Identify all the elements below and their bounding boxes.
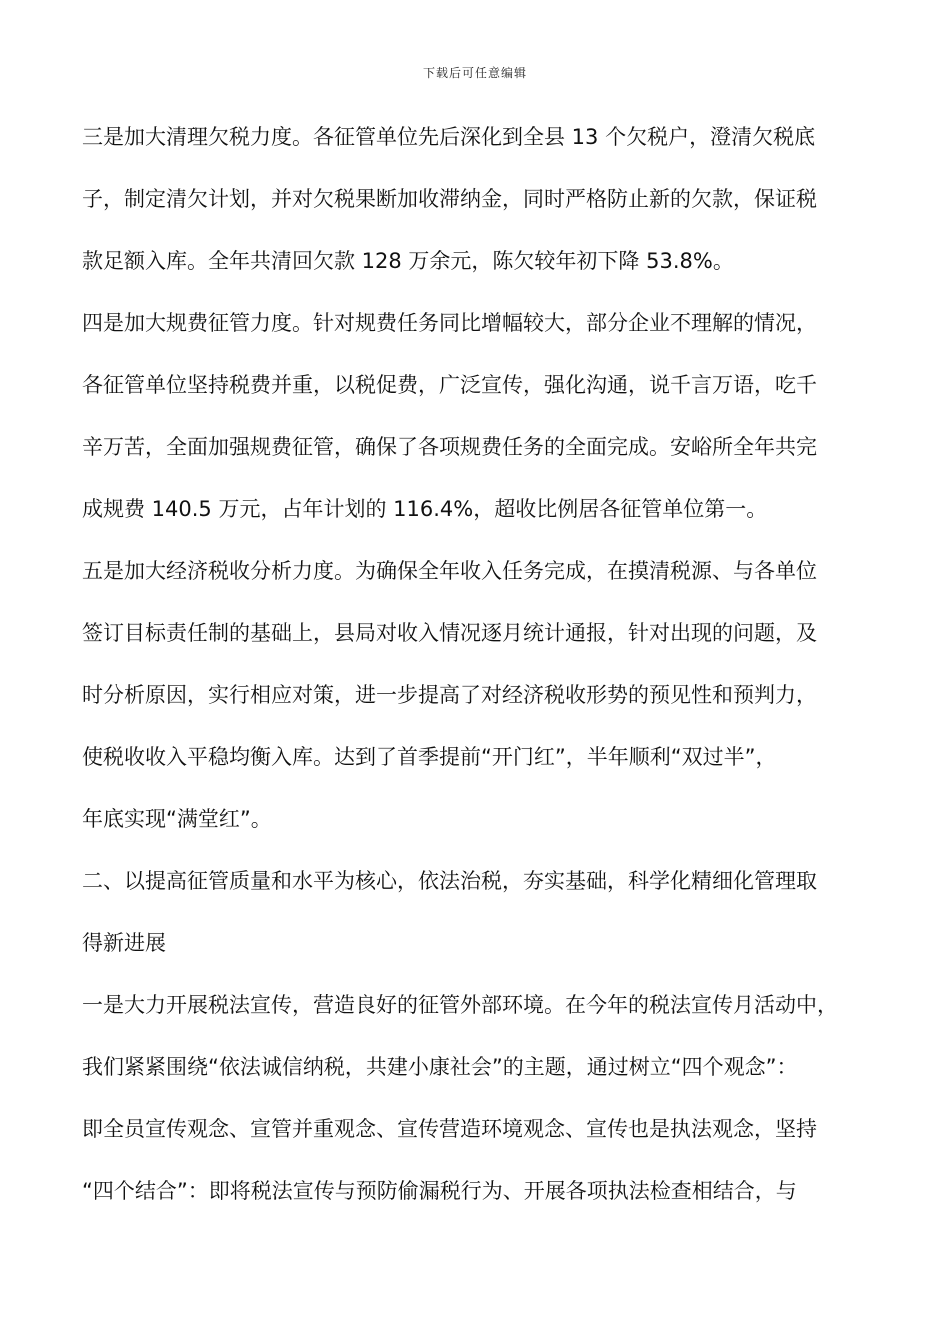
text-line: 即全员宣传观念、宣管并重观念、宣传营造环境观念、宣传也是执法观念，坚持 — [82, 1117, 817, 1141]
text-line: 时分析原因，实行相应对策，进一步提高了对经济税收形势的预见性和预判力， — [82, 683, 817, 707]
text-line: 子，制定清欠计划，并对欠税果断加收滞纳金，同时严格防止新的欠款，保证税 — [82, 187, 817, 211]
text-line: 成规费 140.5 万元，占年计划的 116.4%，超收比例居各征管单位第一。 — [82, 497, 768, 521]
text-line: 三是加大清理欠税力度。各征管单位先后深化到全县 13 个欠税户，澄清欠税底 — [82, 125, 816, 149]
text-line: 我们紧紧围绕“依法诚信纳税，共建小康社会”的主题，通过树立“四个观念”： — [82, 1055, 798, 1079]
document-body — [82, 113, 882, 1229]
page-header: 下载后可任意编辑 — [422, 66, 527, 80]
text-line: 五是加大经济税收分析力度。为确保全年收入任务完成，在摸清税源、与各单位 — [82, 559, 817, 583]
text-line: “四个结合”：即将税法宣传与预防偷漏税行为、开展各项执法检查相结合，与 — [82, 1179, 797, 1203]
text-line: 使税收收入平稳均衡入库。达到了首季提前“开门红”，半年顺利“双过半”， — [82, 745, 777, 769]
section-heading: 二、以提高征管质量和水平为核心，依法治税，夯实基础，科学化精细化管理取 — [82, 869, 817, 893]
text-line: 签订目标责任制的基础上，县局对收入情况逐月统计通报，针对出现的问题，及 — [82, 621, 817, 645]
text-line: 款足额入库。全年共清回欠款 128 万余元，陈欠较年初下降 53.8%。 — [82, 249, 734, 273]
text-line: 年底实现“满堂红”。 — [82, 807, 272, 831]
text-line: 一是大力开展税法宣传，营造良好的征管外部环境。在今年的税法宣传月活动中， — [82, 993, 838, 1017]
text-line: 各征管单位坚持税费并重，以税促费，广泛宣传，强化沟通，说千言万语，吃千 — [82, 373, 817, 397]
section-heading-continued: 得新进展 — [82, 931, 166, 955]
text-line: 辛万苦，全面加强规费征管，确保了各项规费任务的全面完成。安峪所全年共完 — [82, 435, 817, 459]
text-line: 四是加大规费征管力度。针对规费任务同比增幅较大，部分企业不理解的情况， — [82, 311, 817, 335]
